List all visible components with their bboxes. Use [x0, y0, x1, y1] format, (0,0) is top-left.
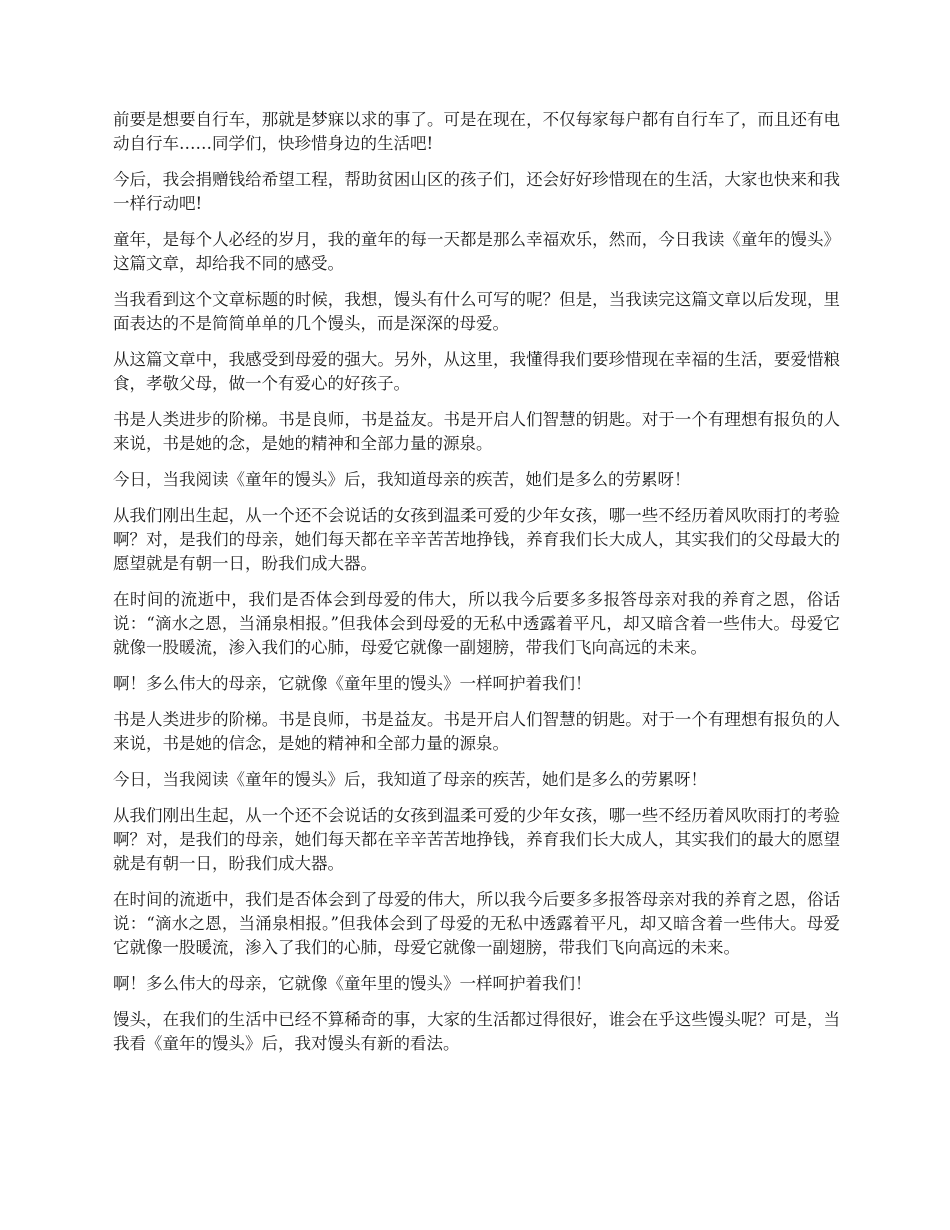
paragraph-5: 从这篇文章中，我感受到母爱的强大。另外，从这里，我懂得我们要珍惜现在幸福的生活，要爱惜粮食，孝敬父母，做一个有爱心的好孩子。: [113, 350, 840, 393]
paragraph-4: 当我看到这个文章标题的时候，我想，馒头有什么可写的呢？但是，当我读完这篇文章以后发现，里面表达的不是简简单单的几个馒头，而是深深的母爱。: [113, 290, 840, 333]
paragraph-16: 馒头，在我们的生活中已经不算稀奇的事，大家的生活都过得很好，谁会在乎这些馒头呢？可是，当我看《童年的馒头》后，我对馒头有新的看法。: [113, 1010, 840, 1053]
paragraph-3: 童年，是每个人必经的岁月，我的童年的每一天都是那么幸福欢乐，然而，今日我读《童年的馒头》这篇文章，却给我不同的感受。: [113, 230, 840, 273]
paragraph-6: 书是人类进步的阶梯。书是良师，书是益友。书是开启人们智慧的钥匙。对于一个有理想有报负的人来说，书是她的念，是她的精神和全部力量的源泉。: [113, 410, 840, 453]
paragraph-7: 今日，当我阅读《童年的馒头》后，我知道母亲的疾苦，她们是多么的劳累呀！: [113, 470, 691, 489]
paragraph-14: 在时间的流逝中，我们是否体会到了母爱的伟大，所以我今后要多多报答母亲对我的养育之恩，俗话说：“滴水之恩，当涌泉相报。”但我体会到了母爱的无私中透露着平凡，却又暗含着一些伟大。母爱它就像一股暖流，渗入了我们的心肺，母爱它就像一副翅膀，带我们飞向高远的未来。: [113, 890, 840, 957]
paragraph-12: 今日，当我阅读《童年的馒头》后，我知道了母亲的疾苦，她们是多么的劳累呀！: [113, 770, 707, 789]
paragraph-8: 从我们刚出生起，从一个还不会说话的女孩到温柔可爱的少年女孩，哪一些不经历着风吹雨打的考验啊？对，是我们的母亲，她们每天都在辛辛苦苦地挣钱，养育我们长大成人，其实我们的父母最大的愿望就是有朝一日，盼我们成大器。: [113, 506, 840, 573]
paragraph-1: 前要是想要自行车，那就是梦寐以求的事了。可是在现在，不仅每家每户都有自行车了，而且还有电动自行车……同学们，快珍惜身边的生活吧!: [113, 110, 840, 153]
paragraph-2: 今后，我会捐赠钱给希望工程，帮助贫困山区的孩子们，还会好好珍惜现在的生活，大家也快来和我一样行动吧!: [113, 170, 840, 213]
paragraph-9: 在时间的流逝中，我们是否体会到母爱的伟大，所以我今后要多多报答母亲对我的养育之恩，俗话说：“滴水之恩，当涌泉相报。”但我体会到母爱的无私中透露着平凡，却又暗含着一些伟大。母爱它就像一股暖流，渗入我们的心肺，母爱它就像一副翅膀，带我们飞向高远的未来。: [113, 590, 840, 657]
paragraph-15: 啊！多么伟大的母亲，它就像《童年里的馒头》一样呵护着我们！: [113, 974, 592, 993]
paragraph-13: 从我们刚出生起，从一个还不会说话的女孩到温柔可爱的少年女孩，哪一些不经历着风吹雨打的考验啊？对，是我们的母亲，她们每天都在辛辛苦苦地挣钱，养育我们长大成人，其实我们的最大的愿望就是有朝一日，盼我们成大器。: [113, 806, 840, 873]
paragraph-11: 书是人类进步的阶梯。书是良师，书是益友。书是开启人们智慧的钥匙。对于一个有理想有报负的人来说，书是她的信念，是她的精神和全部力量的源泉。: [113, 710, 840, 753]
document-page: [113, 108, 840, 1068]
paragraph-10: 啊！多么伟大的母亲，它就像《童年里的馒头》一样呵护着我们！: [113, 674, 592, 693]
